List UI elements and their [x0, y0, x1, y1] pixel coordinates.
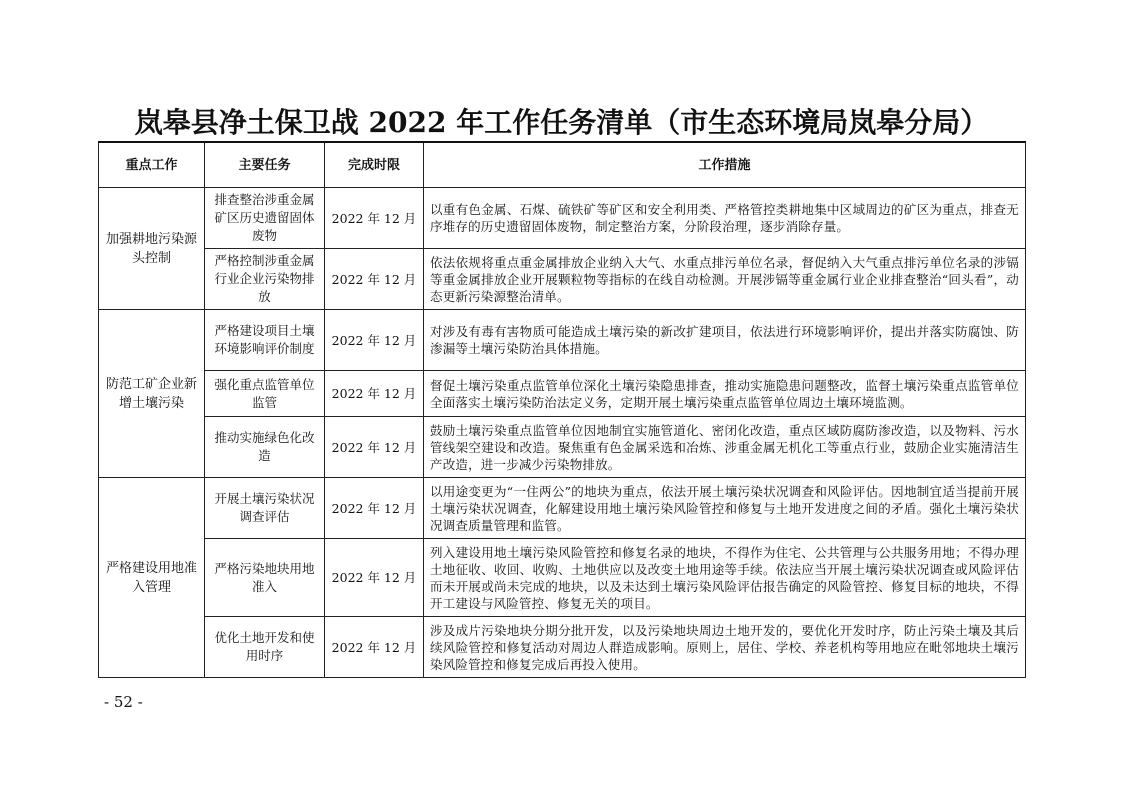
measure-cell: 涉及成片污染地块分期分批开发，以及污染地块周边土地开发的，要优化开发时序，防止污染土壤及其后续风险管控和修复活动对周边人群造成影响。原则上，居住、学校、养老机构等用地应在毗邻地块土壤污染风险管控和修复完成后再投入使用。	[424, 617, 1026, 678]
measure-cell: 对涉及有毒有害物质可能造成土壤污染的新改扩建项目，依法进行环境影响评价，提出并落实防腐蚀、防渗漏等土壤污染防治具体措施。	[424, 310, 1026, 371]
main-task-cell: 推动实施绿色化改造	[205, 417, 325, 478]
deadline-cell: 2022 年 12 月	[325, 310, 424, 371]
table-row	[99, 417, 1026, 478]
key-work-cell: 加强耕地污染源头控制	[99, 188, 205, 310]
table-row	[99, 371, 1026, 417]
table-row	[99, 188, 1026, 249]
measure-cell: 以用途变更为“一住两公”的地块为重点，依法开展土壤污染状况调查和风险评估。因地制宜适当提前开展土壤污染状况调查，化解建设用地土壤污染风险管控和修复与土地开发进度之间的矛盾。强化土壤污染状况调查质量管理和监管。	[424, 478, 1026, 539]
key-work-cell: 严格建设用地准入管理	[99, 478, 205, 678]
main-task-cell: 严格污染地块用地准入	[205, 539, 325, 617]
header-main-task: 主要任务	[205, 142, 325, 188]
table-header-row	[99, 142, 1026, 188]
main-task-cell: 开展土壤污染状况调查评估	[205, 478, 325, 539]
main-task-cell: 严格控制涉重金属行业企业污染物排放	[205, 249, 325, 310]
measure-cell: 以重有色金属、石煤、硫铁矿等矿区和安全利用类、严格管控类耕地集中区域周边的矿区为重点，排查无序堆存的历史遗留固体废物，制定整治方案，分阶段治理，逐步消除存量。	[424, 188, 1026, 249]
deadline-cell: 2022 年 12 月	[325, 539, 424, 617]
main-task-cell: 优化土地开发和使用时序	[205, 617, 325, 678]
deadline-cell: 2022 年 12 月	[325, 617, 424, 678]
measure-cell: 鼓励土壤污染重点监管单位因地制宜实施管道化、密闭化改造，重点区域防腐防渗改造，以及物料、污水管线架空建设和改造。聚焦重有色金属采选和冶炼、涉重金属无机化工等重点行业，鼓励企业实施清洁生产改造，进一步减少污染物排放。	[424, 417, 1026, 478]
deadline-cell: 2022 年 12 月	[325, 478, 424, 539]
key-work-cell: 防范工矿企业新增土壤污染	[99, 310, 205, 478]
header-key-work: 重点工作	[99, 142, 205, 188]
main-task-cell: 严格建设项目土壤环境影响评价制度	[205, 310, 325, 371]
main-task-cell: 强化重点监管单位监管	[205, 371, 325, 417]
table-row	[99, 539, 1026, 617]
measure-cell: 督促土壤污染重点监管单位深化土壤污染隐患排查，推动实施隐患问题整改，监督土壤污染重点监管单位全面落实土壤污染防治法定义务，定期开展土壤污染重点监管单位周边土壤环境监测。	[424, 371, 1026, 417]
table-row	[99, 478, 1026, 539]
measure-cell: 依法依规将重点重金属排放企业纳入大气、水重点排污单位名录，督促纳入大气重点排污单位名录的涉镉等重金属排放企业开展颗粒物等指标的在线自动检测。开展涉镉等重金属行业企业排查整治“回头看”，动态更新污染源整治清单。	[424, 249, 1026, 310]
measure-cell: 列入建设用地土壤污染风险管控和修复名录的地块，不得作为住宅、公共管理与公共服务用地；不得办理土地征收、收回、收购、土地供应以及改变土地用途等手续。依法应当开展土壤污染状况调查或风险评估而未开展或尚未完成的地块，以及未达到土壤污染风险评估报告确定的风险管控、修复目标的地块，不得开工建设与风险管控、修复无关的项目。	[424, 539, 1026, 617]
header-measures: 工作措施	[424, 142, 1026, 188]
page-number: - 52 -	[104, 693, 143, 711]
header-deadline: 完成时限	[325, 142, 424, 188]
task-table	[98, 141, 1026, 678]
page-title: 岚皋县净土保卫战 2022 年工作任务清单（市生态环境局岚皋分局）	[134, 106, 989, 139]
table-row	[99, 617, 1026, 678]
deadline-cell: 2022 年 12 月	[325, 417, 424, 478]
deadline-cell: 2022 年 12 月	[325, 188, 424, 249]
table-row	[99, 310, 1026, 371]
table-row	[99, 249, 1026, 310]
deadline-cell: 2022 年 12 月	[325, 249, 424, 310]
deadline-cell: 2022 年 12 月	[325, 371, 424, 417]
main-task-cell: 排查整治涉重金属矿区历史遗留固体废物	[205, 188, 325, 249]
